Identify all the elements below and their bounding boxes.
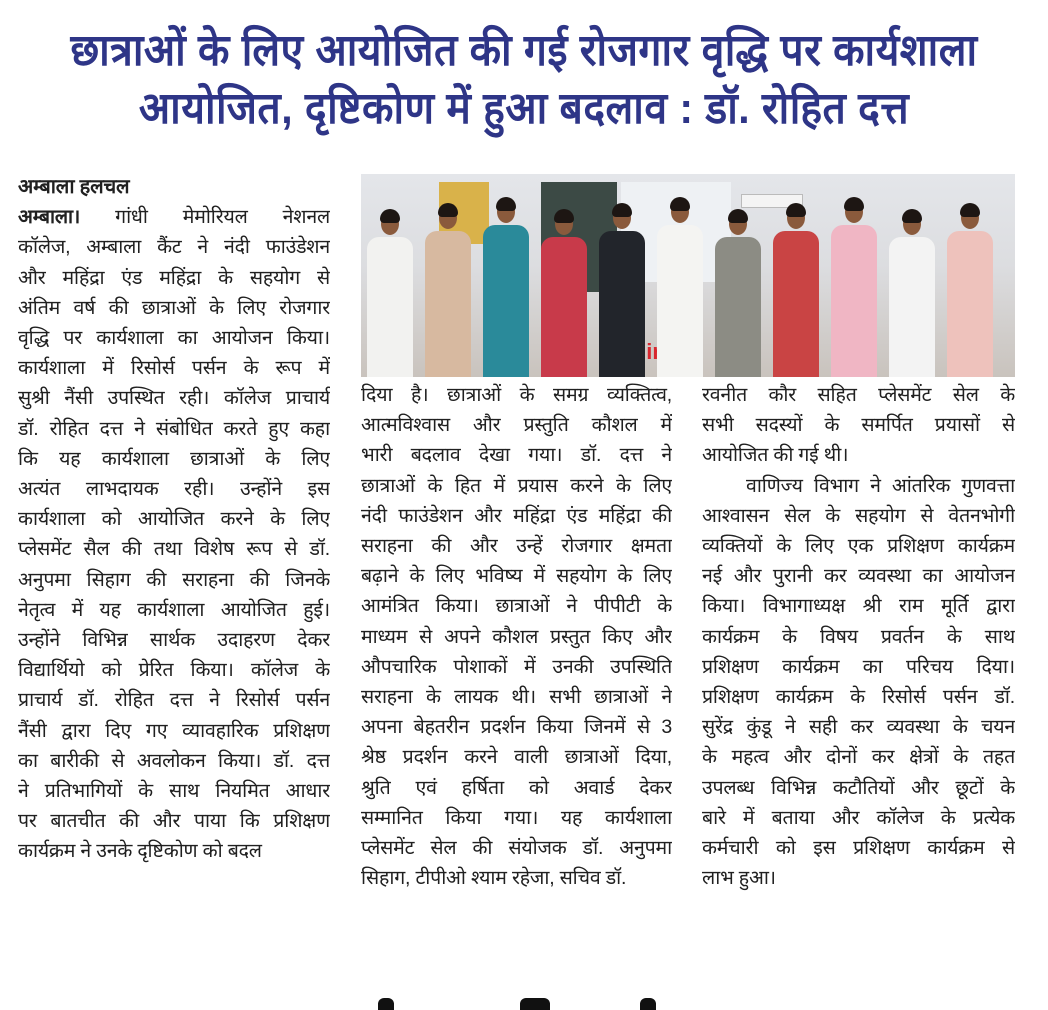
article-line: के महत्व और दोनों कर क्षेत्रों के तहत: [702, 746, 1015, 769]
article-line: सराहना के लायक थी। सभी छात्राओं ने: [361, 686, 672, 709]
article-line: पर बातचीत की और पाया कि प्रशिक्षण: [18, 810, 330, 833]
person-hair: [902, 209, 922, 223]
article-line: बढ़ाने के लिए भविष्य में सहयोग के लिए: [361, 565, 672, 588]
article-line: कार्यशाला को आयोजित करने के लिए: [18, 508, 330, 531]
article-line: विद्यार्थियो को प्रेरित किया। कॉलेज के: [18, 659, 330, 682]
dateline: अम्बाला हलचल: [18, 176, 130, 198]
article-line: सराहना की और उन्हें रोजगार क्षमता: [361, 535, 672, 558]
article-line: कर्मचारी को इस प्रशिक्षण कार्यक्रम से: [702, 837, 1015, 860]
article-line: कि यह कार्यशाला छात्राओं के लिए: [18, 447, 330, 470]
person: [367, 237, 413, 377]
person: [483, 225, 529, 377]
person: [599, 231, 645, 377]
event-photo: [361, 174, 1015, 377]
article-line: कॉलेज, अम्बाला कैंट ने नंदी फाउंडेशन: [18, 236, 330, 259]
person-hair: [554, 209, 574, 223]
article-line: डॉ. रोहित दत्त ने संबोधित करते हुए कहा: [18, 417, 330, 440]
article-line: नैंसी द्वारा दिए गए व्यावहारिक प्रशिक्षण: [18, 719, 330, 742]
person: [889, 237, 935, 377]
article-line: वाणिज्य विभाग ने आंतरिक गुणवत्ता: [746, 474, 1015, 497]
article-line: नई और पुरानी कर व्यवस्था का आयोजन: [702, 565, 1015, 588]
article-line: [18, 202, 330, 232]
person-hair: [670, 197, 690, 211]
article-line: सम्मानित किया गया। यह कार्यशाला: [361, 806, 672, 829]
article-line: माध्यम से अपने कौशल प्रस्तुत किए और: [361, 625, 672, 648]
headline: [0, 22, 1048, 138]
article-line: भारी बदलाव देखा गया। डॉ. दत्त ने: [361, 444, 672, 467]
person: [831, 225, 877, 377]
article-line: प्लेसमेंट सैल की तथा विशेष रूप से डॉ.: [18, 538, 330, 561]
article-line: सभी सदस्यों के समर्पित प्रयासों से: [702, 414, 1015, 437]
article-line: आमंत्रित किया। छात्राओं ने पीपीटी के: [361, 595, 672, 618]
article-line: का बारीकी से अवलोकन किया। डॉ. दत्त: [18, 749, 330, 772]
article-line: नंदी फाउंडेशन और महिंद्रा एंड महिंद्रा की: [361, 504, 672, 527]
article-line: आयोजित की गई थी।: [702, 444, 849, 467]
person-hair: [380, 209, 400, 223]
article-line: बारे में बताया और कॉलेज के प्रत्येक: [702, 806, 1015, 829]
person: [425, 231, 471, 377]
article-line: दिया है। छात्राओं के समग्र व्यक्तित्व,: [361, 384, 672, 406]
person-hair: [612, 203, 632, 217]
article-line: ने प्रतिभागियों के साथ नियमित आधार: [18, 780, 330, 803]
person-hair: [728, 209, 748, 223]
article-line: प्रशिक्षण कार्यक्रम का परिचय दिया।: [702, 655, 1015, 678]
article-line: कार्यक्रम के विषय प्रवर्तन के साथ: [702, 625, 1015, 648]
article-line: उपलब्ध विभिन्न कटौतियों और छूटों के: [702, 776, 1015, 799]
article-line: रवनीत कौर सहित प्लेसमेंट सेल के: [702, 384, 1015, 406]
article-line: कार्यशाला में रिसोर्स पर्सन के रूप में: [18, 357, 330, 380]
article-line: आश्वासन सेल के सहयोग से वेतनभोगी: [702, 504, 1015, 527]
article-line: श्रुति एवं हर्षिता को अवार्ड देकर: [361, 776, 672, 799]
article-line: नेतृत्व में यह कार्यशाला आयोजित हुई।: [18, 598, 330, 621]
article-line-text: गांधी मेमोरियल नेशनल: [115, 206, 330, 229]
person-hair: [496, 197, 516, 211]
article-line: औपचारिक पोशाकों में उनकी उपस्थिति: [361, 655, 672, 678]
person: [947, 231, 993, 377]
person-hair: [960, 203, 980, 217]
article-line: आत्मविश्वास और प्रस्तुति कौशल में: [361, 414, 672, 437]
article-line: वृद्धि पर कार्यशाला का आयोजन किया।: [18, 327, 330, 350]
article-line: श्रेष्ठ प्रदर्शन करने वाली छात्राओं दिया,: [361, 746, 672, 769]
article-line: छात्राओं के हित में प्रयास करने के लिए: [361, 474, 672, 497]
article-column-2: [361, 380, 672, 893]
next-headline-fragment: [0, 998, 1048, 1010]
article-line: अंतिम वर्ष की छात्राओं के लिए रोजगार: [18, 296, 330, 319]
article-line: अपना बेहतरीन प्रदर्शन किया जिनमें से 3: [361, 716, 672, 739]
person: [657, 225, 703, 377]
headline-line-2: आयोजित, दृष्टिकोण में हुआ बदलाव : डॉ. रोहित दत्त: [138, 84, 910, 133]
article-line: प्राचार्य डॉ. रोहित दत्त ने रिसोर्स पर्सन: [18, 689, 330, 712]
person-hair: [438, 203, 458, 217]
person: [541, 237, 587, 377]
article-line: अनुपमा सिहाग की सराहना की जिनके: [18, 568, 330, 591]
article-column-1: [18, 172, 330, 867]
article-line: अत्यंत लाभदायक रही। उन्होंने इस: [18, 478, 330, 501]
person-hair: [786, 203, 806, 217]
article-line: उन्होंने विभिन्न सार्थक उदाहरण देकर: [18, 629, 330, 652]
person: [715, 237, 761, 377]
article-line: प्लेसमेंट सेल की संयोजक डॉ. अनुपमा: [361, 837, 672, 860]
article-line: सुरेंद्र कुंडू ने सही कर व्यवस्था के चयन: [702, 716, 1015, 739]
article-line: कार्यक्रम ने उनके दृष्टिकोण को बदल: [18, 840, 262, 863]
article-line: और महिंद्रा एंड महिंद्रा के सहयोग से: [18, 266, 330, 289]
article-line: व्यक्तियों के लिए एक प्रशिक्षण कार्यक्रम: [702, 535, 1015, 558]
person-hair: [844, 197, 864, 211]
article-line: सिहाग, टीपीओ श्याम रहेजा, सचिव डॉ.: [361, 867, 627, 890]
article-line: किया। विभागाध्यक्ष श्री राम मूर्ति द्वारा: [702, 595, 1015, 618]
person: [773, 231, 819, 377]
article-line: सुश्री नैंसी उपस्थित रही। कॉलेज प्राचार्य: [18, 387, 330, 410]
headline-line-1: छात्राओं के लिए आयोजित की गई रोजगार वृद्धि पर कार्यशाला: [70, 26, 978, 75]
article-line: लाभ हुआ।: [702, 867, 776, 890]
article-line: प्रशिक्षण कार्यक्रम के रिसोर्स पर्सन डॉ.: [702, 686, 1015, 709]
article-column-3: [702, 380, 1015, 893]
place-name: अम्बाला।: [18, 206, 81, 229]
